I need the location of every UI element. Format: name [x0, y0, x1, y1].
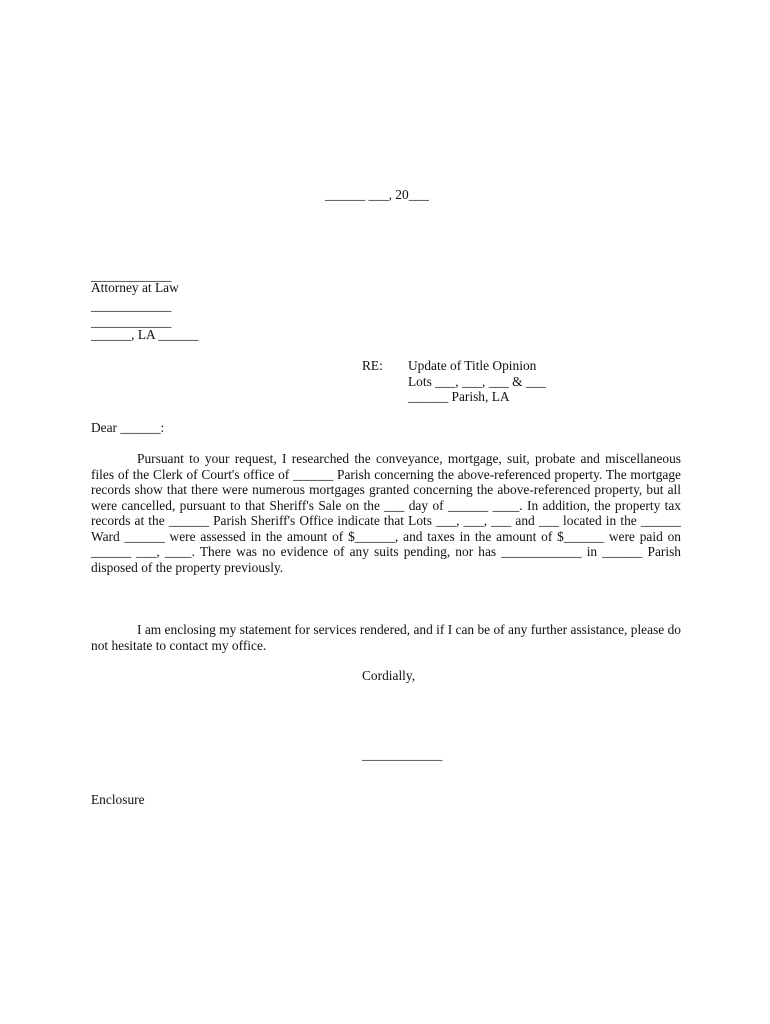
- addressee-title: Attorney at Law: [91, 280, 179, 295]
- addressee-city-state-zip: ______, LA ______: [91, 327, 199, 342]
- addressee-line-4: ____________: [91, 314, 172, 329]
- salutation: Dear ______:: [91, 420, 165, 435]
- body-paragraph-2-text: I am enclosing my statement for services rendered, and if I can be of any further assistance, please do not hesitate to contact my office.: [91, 622, 681, 653]
- signature-line: ____________: [362, 747, 443, 762]
- body-paragraph-1-text: Pursuant to your request, I researched the conveyance, mortgage, suit, probate and miscellaneous files of the Clerk of Court's office of ______ Parish concerning the above-referenced property. The mortgage records show that there were numerous mortgages granted concerning the above-referenced property, but all were cancelled, pursuant to that Sheriff's Sale on the ___ day of ______ ____. In addition, the property tax records at the ______ Parish Sheriff's Office indicate that Lots ___, ___, ___ and ___ located in the ______ Ward ______ were assessed in the amount of $______, and taxes in the amount of $______ were paid on ______ ___, ____. There was no evidence of any suits pending, nor has ____________ in ______ Parish disposed of the property previously.: [91, 451, 681, 575]
- date-line: ______ ___, 20___: [325, 187, 429, 202]
- body-paragraph-2: [91, 622, 681, 653]
- addressee-line-3: ____________: [91, 298, 172, 313]
- re-line-1: Update of Title Opinion: [408, 358, 537, 373]
- enclosure-note: Enclosure: [91, 792, 145, 807]
- re-line-2: Lots ___, ___, ___ & ___: [408, 374, 546, 389]
- re-line-3: ______ Parish, LA: [408, 389, 510, 404]
- closing: Cordially,: [362, 668, 416, 683]
- body-paragraph-1: [91, 451, 681, 575]
- addressee-name-blank: ____________: [91, 268, 172, 283]
- re-label: RE:: [362, 358, 383, 373]
